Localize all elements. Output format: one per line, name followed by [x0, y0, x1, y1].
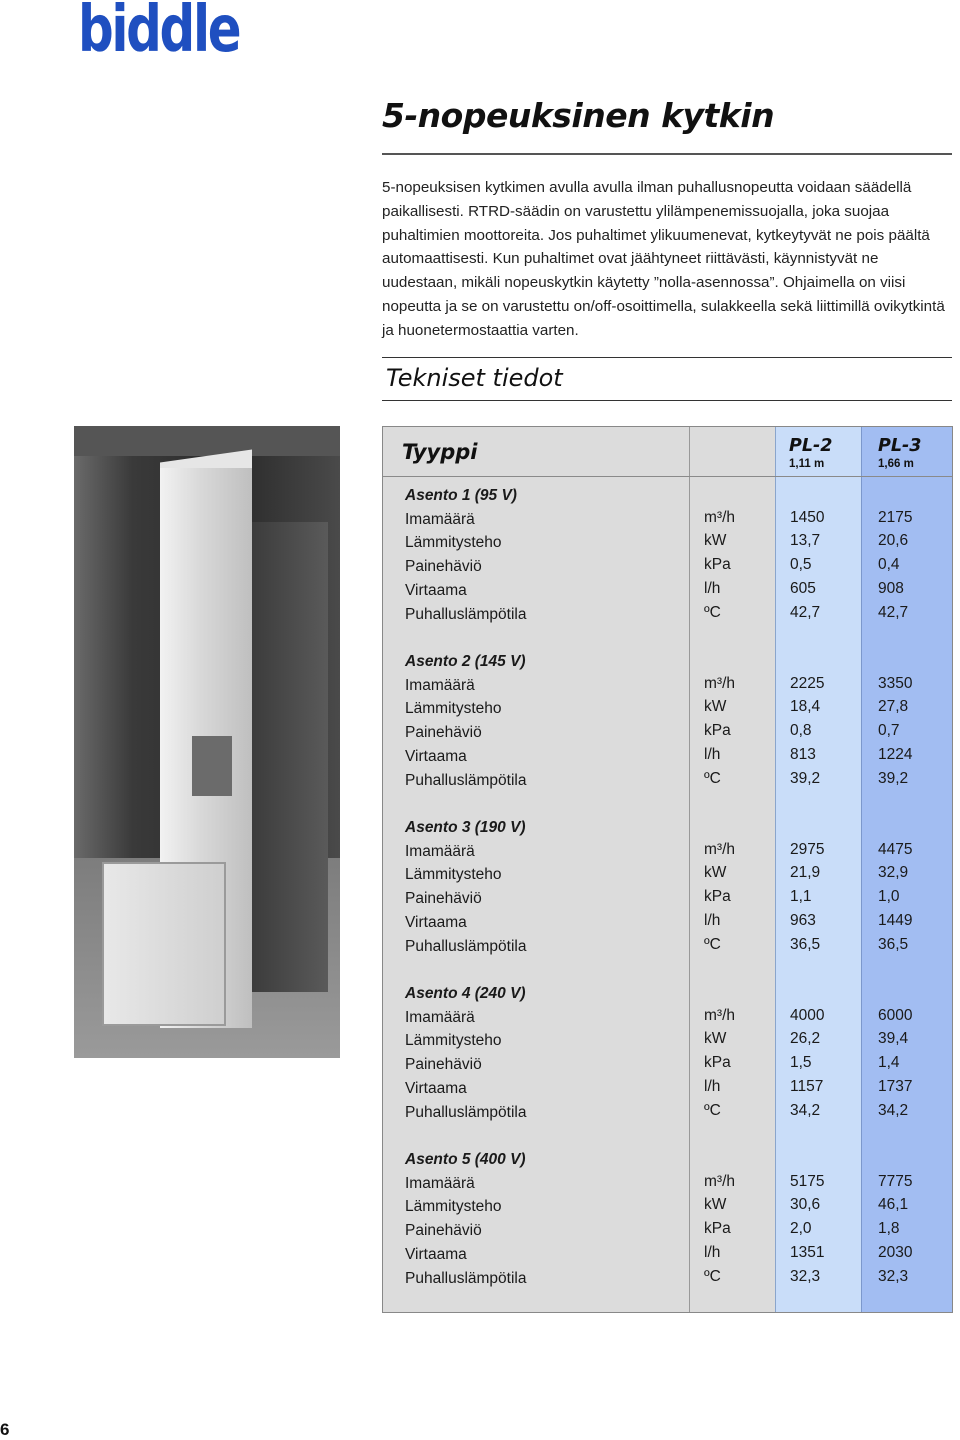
biddle-logo: biddle [78, 0, 240, 67]
value-pl2: 1351 [790, 1243, 825, 1261]
value-pl3: 46,1 [878, 1196, 909, 1214]
value-pl3: 0,7 [878, 722, 900, 740]
row-label: Painehäviö [405, 724, 482, 742]
row-label: Virtaama [405, 1079, 467, 1097]
row-label: Puhalluslämpötila [405, 605, 527, 623]
value-pl3: 32,3 [878, 1267, 909, 1285]
table-header-divider [383, 476, 952, 477]
value-pl3: 36,5 [878, 935, 909, 953]
value-pl3: 32,9 [878, 864, 909, 882]
row-unit: kPa [704, 1054, 731, 1072]
row-label: Imamäärä [405, 1008, 475, 1026]
row-label: Virtaama [405, 581, 467, 599]
row-unit: ºC [704, 769, 721, 787]
value-pl2: 5175 [790, 1172, 825, 1190]
value-pl3: 39,2 [878, 769, 909, 787]
row-unit: kPa [704, 556, 731, 574]
row-unit: l/h [704, 911, 721, 929]
row-unit: kPa [704, 888, 731, 906]
value-pl2: 39,2 [790, 769, 821, 787]
row-label: Virtaama [405, 747, 467, 765]
value-pl2: 0,5 [790, 556, 812, 574]
value-pl3: 3350 [878, 674, 913, 692]
row-unit: l/h [704, 579, 721, 597]
group-title: Asento 1 (95 V) [405, 487, 517, 504]
value-pl3: 39,4 [878, 1030, 909, 1048]
row-label: Painehäviö [405, 890, 482, 908]
value-pl3: 20,6 [878, 532, 909, 550]
row-unit: m³/h [704, 1006, 735, 1024]
table-type-header: Tyyppi [402, 440, 478, 464]
value-pl2: 36,5 [790, 935, 821, 953]
row-label: Lämmitysteho [405, 1198, 502, 1216]
group-title: Asento 3 (190 V) [405, 819, 526, 836]
row-label: Virtaama [405, 913, 467, 931]
value-pl3: 34,2 [878, 1101, 909, 1119]
section-divider-top [382, 357, 952, 358]
group-title: Asento 2 (145 V) [405, 653, 526, 670]
installation-photo [74, 426, 340, 1058]
row-unit: ºC [704, 935, 721, 953]
value-pl3: 7775 [878, 1172, 913, 1190]
row-unit: kW [704, 1196, 727, 1214]
row-label: Lämmitysteho [405, 534, 502, 552]
page-number: 6 [0, 1420, 10, 1439]
row-label: Painehäviö [405, 558, 482, 576]
value-pl3: 1737 [878, 1077, 913, 1095]
value-pl2: 18,4 [790, 698, 821, 716]
model-header-pl3: PL-3 [878, 436, 922, 456]
page-title: 5-nopeuksinen kytkin [382, 96, 775, 135]
row-label: Lämmitysteho [405, 700, 502, 718]
row-label: Virtaama [405, 1245, 467, 1263]
value-pl2: 4000 [790, 1006, 825, 1024]
value-pl2: 1,5 [790, 1054, 812, 1072]
value-pl2: 26,2 [790, 1030, 821, 1048]
value-pl3: 42,7 [878, 603, 909, 621]
value-pl3: 2175 [878, 508, 913, 526]
row-label: Imamäärä [405, 842, 475, 860]
value-pl2: 2975 [790, 840, 825, 858]
row-label: Imamäärä [405, 676, 475, 694]
row-unit: l/h [704, 745, 721, 763]
row-unit: ºC [704, 1267, 721, 1285]
value-pl2: 2,0 [790, 1220, 812, 1238]
row-unit: kW [704, 864, 727, 882]
value-pl2: 0,8 [790, 722, 812, 740]
value-pl2: 13,7 [790, 532, 821, 550]
value-pl3: 1,4 [878, 1054, 900, 1072]
row-unit: ºC [704, 1101, 721, 1119]
model-size-pl2: 1,11 m [789, 458, 825, 470]
value-pl3: 27,8 [878, 698, 909, 716]
value-pl2: 42,7 [790, 603, 821, 621]
value-pl2: 30,6 [790, 1196, 821, 1214]
model-size-pl3: 1,66 m [878, 458, 914, 470]
value-pl3: 4475 [878, 840, 913, 858]
value-pl3: 908 [878, 579, 904, 597]
value-pl3: 1,0 [878, 888, 900, 906]
value-pl2: 1,1 [790, 888, 812, 906]
value-pl3: 1224 [878, 745, 913, 763]
intro-paragraph: 5-nopeuksisen kytkimen avulla avulla ilman puhallusnopeutta voidaan säädellä paikallisesti. RTRD-säädin on varustettu ylilämpenemissuojalla, joka suojaa puhaltimien moottoreita. Jos puhaltimet ylikuumenevat, kytkeytyvät ne pois päältä automaattisesti. Kun puhaltimet ovat jäähtyneet riittävästi, käynnistyvät ne uudestaan, mikäli nopeuskytkin käytetty ”nolla-asennossa”. Ohjaimella on viisi nopeutta ja se on varustettu on/off-osoittimella, sulakkeella sekä liittimillä ovikytkintä ja huonetermostaattia varten. [382, 179, 945, 339]
row-label: Puhalluslämpötila [405, 1269, 527, 1287]
row-unit: m³/h [704, 840, 735, 858]
value-pl2: 1450 [790, 508, 825, 526]
value-pl3: 1449 [878, 911, 913, 929]
row-label: Puhalluslämpötila [405, 937, 527, 955]
row-label: Lämmitysteho [405, 1032, 502, 1050]
value-pl2: 605 [790, 579, 816, 597]
section-title: Tekniset tiedot [386, 364, 563, 392]
group-title: Asento 4 (240 V) [405, 985, 526, 1002]
value-pl2: 32,3 [790, 1267, 821, 1285]
row-label: Painehäviö [405, 1056, 482, 1074]
value-pl2: 963 [790, 911, 816, 929]
group-title: Asento 5 (400 V) [405, 1151, 526, 1168]
row-unit: m³/h [704, 1172, 735, 1190]
value-pl2: 2225 [790, 674, 825, 692]
row-unit: ºC [704, 603, 721, 621]
value-pl2: 1157 [790, 1077, 824, 1095]
value-pl3: 1,8 [878, 1220, 900, 1238]
row-label: Painehäviö [405, 1222, 482, 1240]
value-pl3: 2030 [878, 1243, 913, 1261]
row-unit: kW [704, 1030, 727, 1048]
value-pl2: 813 [790, 745, 816, 763]
row-unit: kW [704, 532, 727, 550]
row-unit: l/h [704, 1243, 721, 1261]
value-pl2: 21,9 [790, 864, 821, 882]
row-label: Imamäärä [405, 510, 475, 528]
model-header-pl2: PL-2 [789, 436, 833, 456]
row-label: Imamäärä [405, 1174, 475, 1192]
row-label: Lämmitysteho [405, 866, 502, 884]
title-divider [382, 153, 952, 155]
row-unit: kPa [704, 722, 731, 740]
row-unit: kPa [704, 1220, 731, 1238]
row-unit: l/h [704, 1077, 721, 1095]
value-pl3: 0,4 [878, 556, 900, 574]
row-unit: m³/h [704, 674, 735, 692]
row-unit: m³/h [704, 508, 735, 526]
value-pl2: 34,2 [790, 1101, 821, 1119]
section-divider-bottom [382, 400, 952, 401]
row-label: Puhalluslämpötila [405, 1103, 527, 1121]
row-unit: kW [704, 698, 727, 716]
value-pl3: 6000 [878, 1006, 913, 1024]
row-label: Puhalluslämpötila [405, 771, 527, 789]
